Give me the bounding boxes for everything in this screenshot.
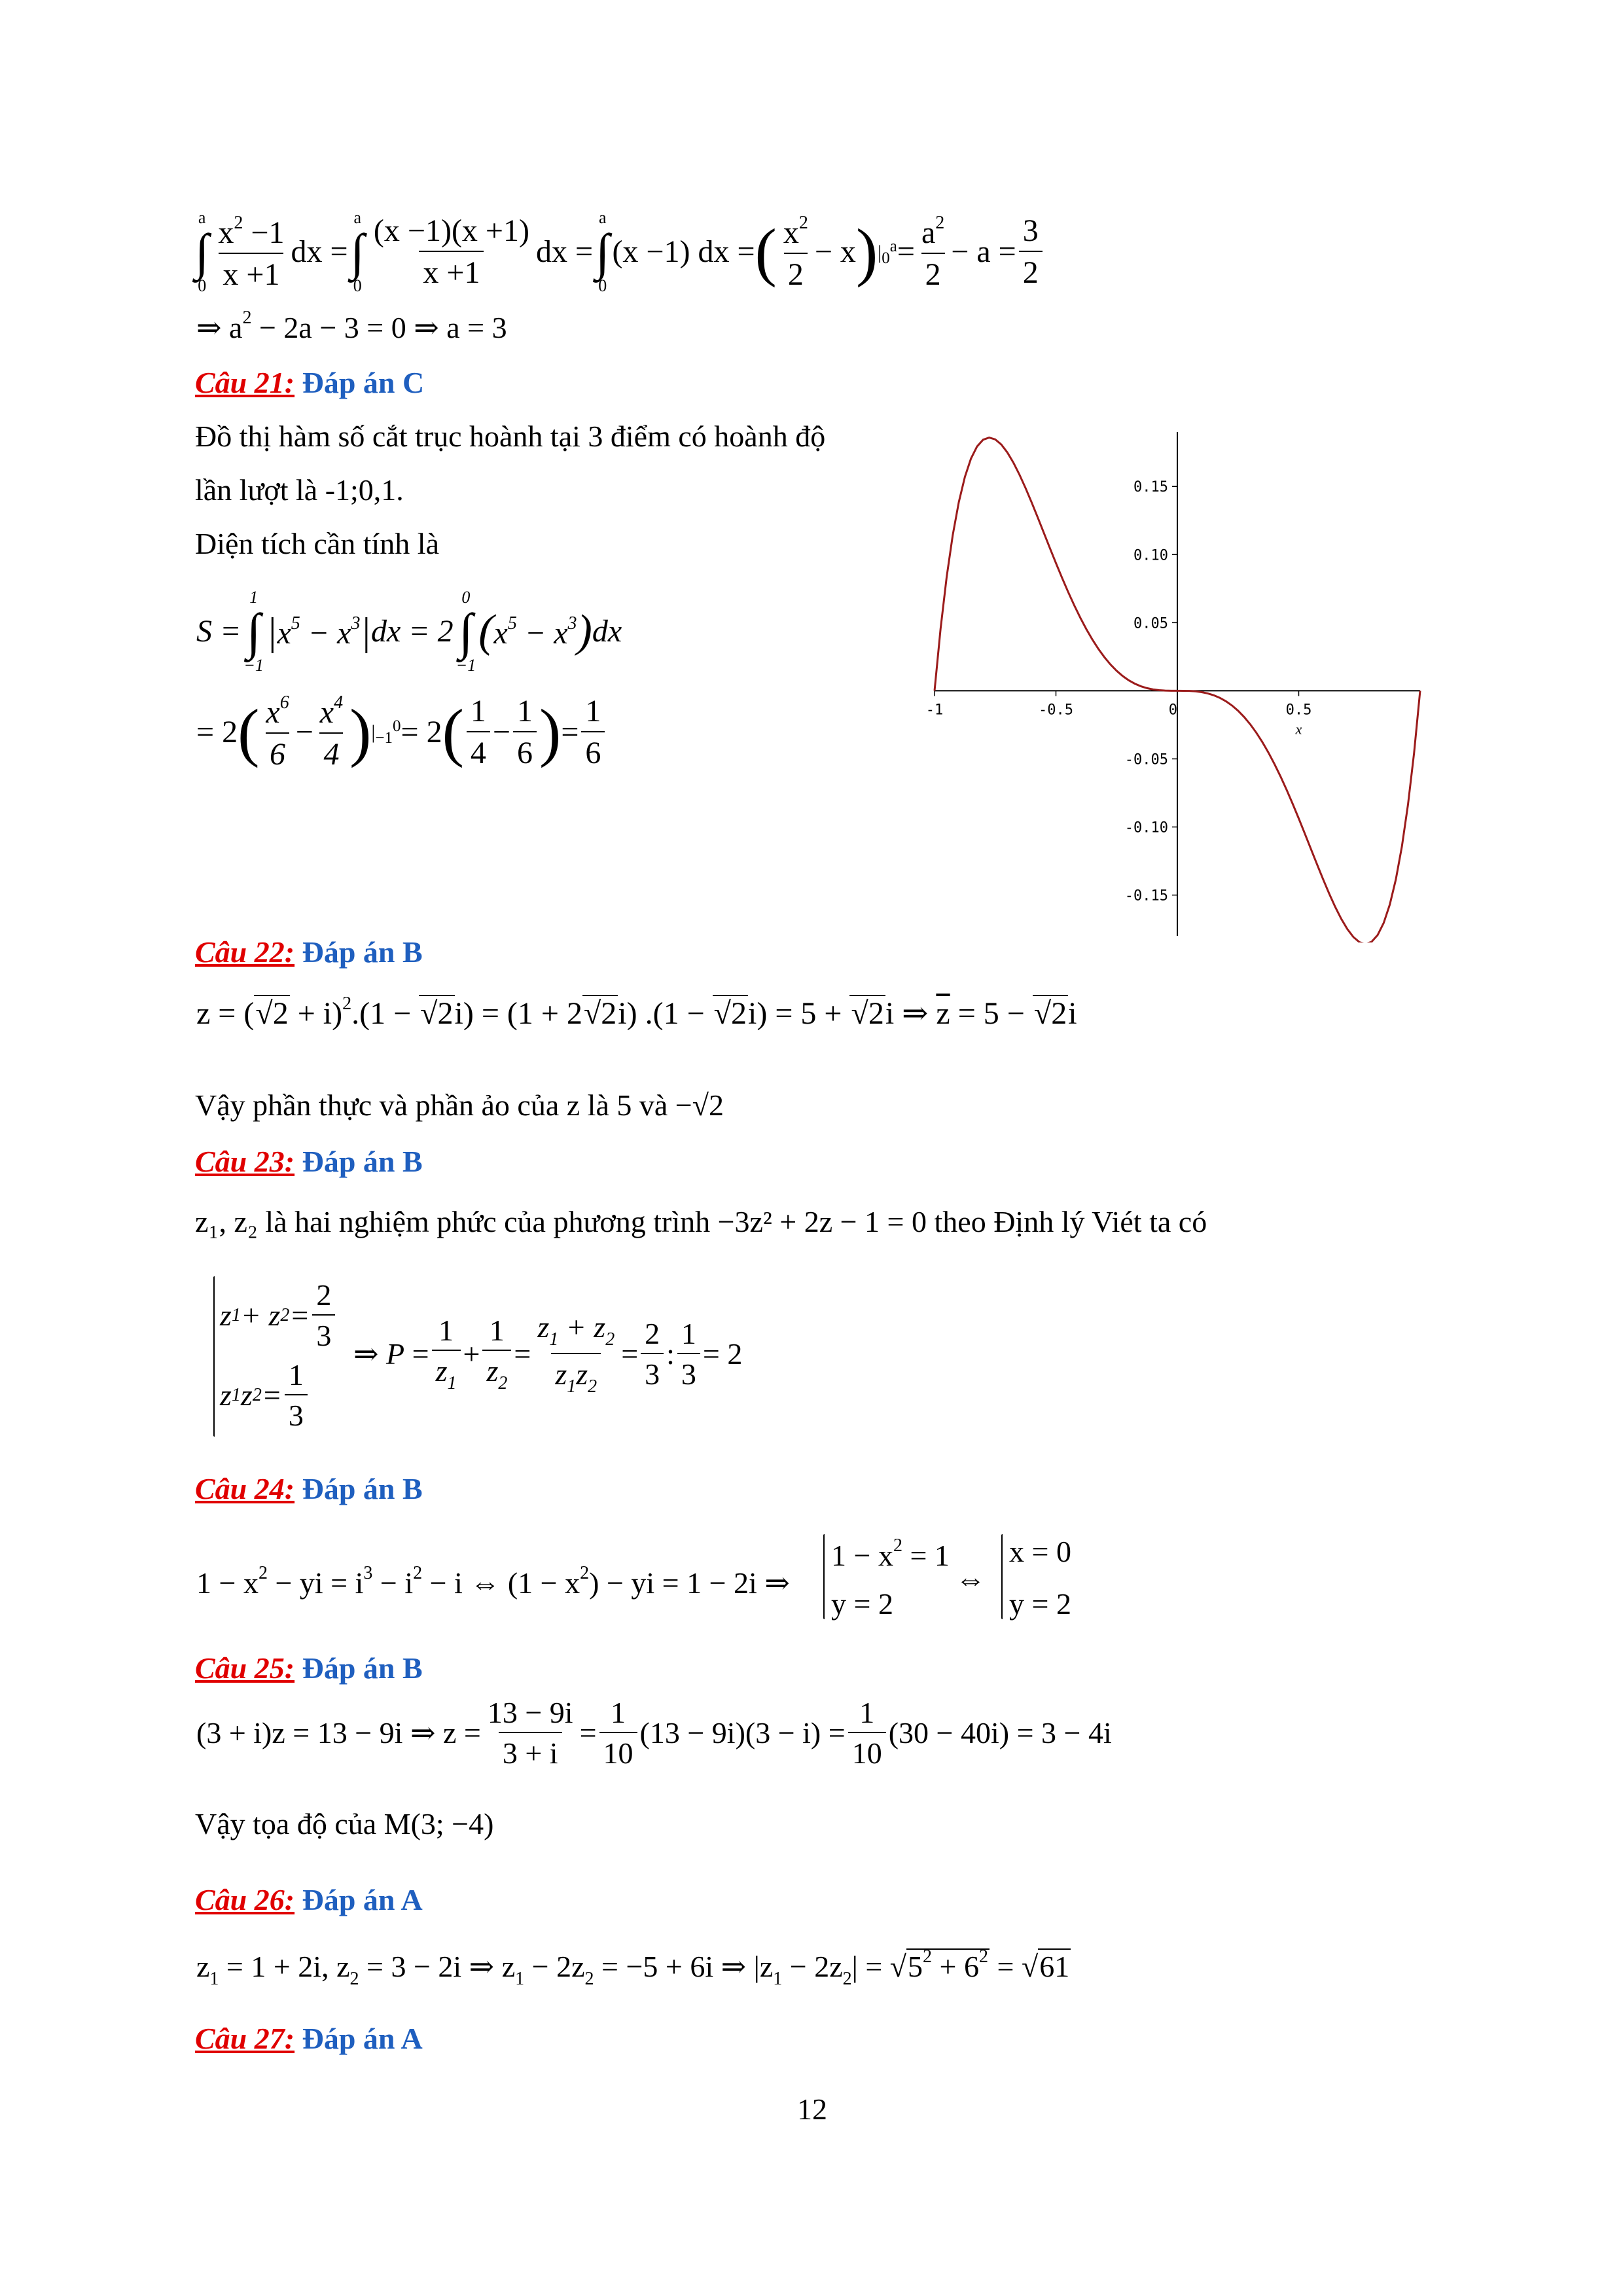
answer-label: Đáp án B	[302, 1145, 423, 1178]
y-tick-label: -0.15	[1124, 888, 1168, 905]
q25-conclusion: Vậy tọa độ của M(3; −4)	[195, 1807, 494, 1840]
q21-formula-1: S = 1 ∫ −1 | $x^5 - x^3$ | dx = 2 0 ∫ −1 ( $x^5 - x^3$ ) dx	[196, 588, 622, 675]
question-22-heading	[195, 935, 423, 969]
question-label: Câu 23:	[195, 1145, 295, 1178]
question-25-heading	[195, 1651, 423, 1685]
answer-label: Đáp án B	[302, 1472, 423, 1505]
answer-label: Đáp án B	[302, 935, 423, 969]
question-label: Câu 22:	[195, 935, 295, 969]
question-21-heading	[195, 365, 424, 400]
function-plot	[916, 419, 1427, 942]
q24-formula: $1 - x^2$ − yi = $i^3 - i^2 - i$ ⇔ $(1 - x^2)$ − yi = 1 − 2i ⇒ $1 - x^2 = 1$ y = 2 ⇔ x = 0 y = 2	[196, 1535, 1071, 1621]
answer-label: Đáp án B	[302, 1651, 423, 1685]
page-number: 12	[797, 2092, 827, 2126]
question-26-heading	[195, 1882, 423, 1917]
q21-text-2: lần lượt là -1;0,1.	[195, 473, 404, 507]
x-tick-label: 0.5	[1285, 702, 1312, 719]
q26-formula: $z_1 = 1 + 2i$, $z_2 = 3 - 2i$ ⇒ $z_1 - 2z_2 = -5 + 6i$ ⇒ $|z_1 - 2z_2| = √5^2 + 6^2 = √61$	[196, 1946, 1070, 1989]
x-tick-label: 0	[1168, 702, 1177, 719]
q21-text-3: Diện tích cần tính là	[195, 527, 439, 560]
q23-formula: z 1 + z 2 = $\frac{2}{3}$ z 1 z 2 = $\frac{1}{3}$ ⇒ P = $\frac{1}{z_1}$ + $\frac{1}{z_2}$ = $\frac{z_1 + z_2}{z_1z_2}$ = $\frac{2}{3}$ : $\frac{1}{3}$ = 2	[196, 1263, 916, 1453]
question-label: Câu 26:	[195, 1883, 295, 1916]
q22-conclusion: Vậy phần thực và phần ảo của z là 5 và −√2	[195, 1088, 724, 1122]
y-tick-label: 0.10	[1133, 547, 1168, 564]
x-tick-label: -1	[925, 702, 944, 719]
q21-text-1: Đồ thị hàm số cắt trục hoành tại 3 điểm có hoành độ	[195, 420, 826, 453]
question-23-heading	[195, 1144, 423, 1179]
question-label: Câu 21:	[195, 366, 295, 399]
question-label: Câu 25:	[195, 1651, 295, 1685]
plot-axes	[935, 432, 1420, 936]
equation-line-2: ⇒ $a^2 - 2a - 3 = 0$ ⇒ a = 3	[196, 308, 507, 344]
question-label: Câu 27:	[195, 2022, 295, 2055]
answer-label: Đáp án A	[302, 2022, 423, 2055]
answer-label: Đáp án C	[302, 366, 425, 399]
y-tick-label: 0.15	[1133, 479, 1168, 496]
question-24-heading	[195, 1471, 423, 1506]
x-tick-label: -0.5	[1039, 702, 1073, 719]
y-tick-label: -0.05	[1124, 751, 1168, 768]
question-label: Câu 24:	[195, 1472, 295, 1505]
q21-formula-2: = 2 ( $\frac{x^6}{6}$ − $\frac{x^4}{4}$ ) $|_{-1}^0$ = 2 ( $\frac{1}{4}$ − $\frac{1}{6}$ ) = $\frac{1}{6}$	[196, 694, 607, 770]
question-27-heading	[195, 2021, 423, 2056]
y-tick-label: 0.05	[1133, 615, 1168, 632]
x-axis-label: x	[1295, 721, 1302, 738]
answer-label: Đáp án A	[302, 1883, 423, 1916]
q22-formula: $z = (√2 + i)^2.(1 - √2i) = (1 + 2√2i)$ .(1 − √2i) = 5 + √2i ⇒ $\overline{z} = 5 - √2i$	[196, 994, 1077, 1031]
q23-text: z₁, z₂ là hai nghiệm phức của phương trình −3z² + 2z − 1 = 0 theo Định lý Viét ta có	[195, 1205, 1207, 1238]
y-tick-label: -0.10	[1124, 819, 1168, 836]
q25-formula: (3 + i)z = 13 − 9i ⇒ z = $\frac{13 - 9i}{3 + i}$ = $\frac{1}{10}$ (13 − 9i)(3 − i) = $\frac{1}{10}$ (30 − 40i) = 3 − 4i	[196, 1696, 1112, 1770]
integral-line-1: a ∫ 0 $\frac{x^2 -1}{x +1}$ dx = a ∫ 0 $\frac{(x -1)(x +1)}{x +1}$ dx = a ∫ 0 (x −1) dx = ( $\frac{x^2}{2}$ − x ) $|_0^a$ = $\frac{a^2}{2}$ − a = $\frac{3}{2}$	[195, 196, 1045, 308]
